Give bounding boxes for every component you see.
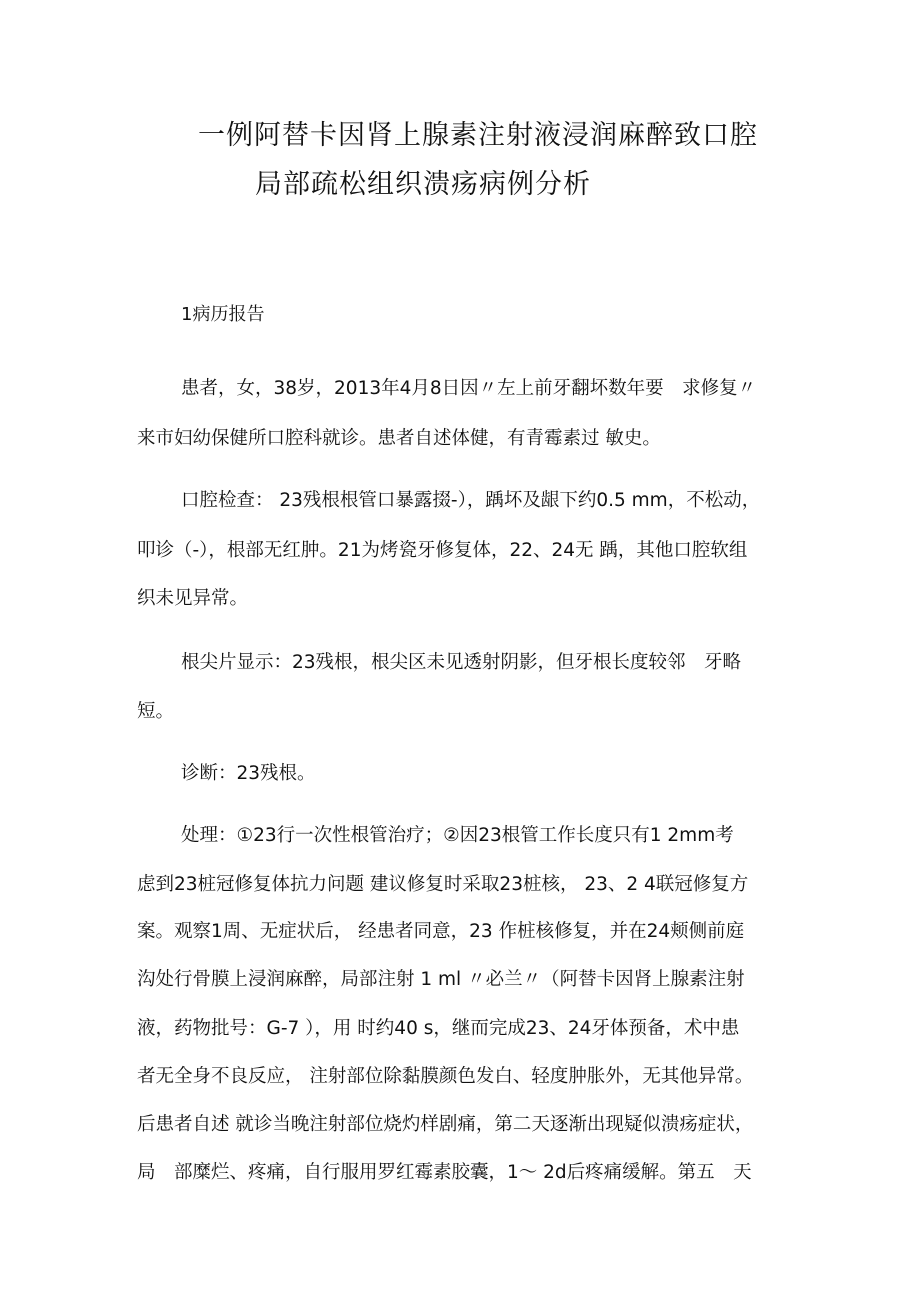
paragraph-5-line-4: 沟处行骨膜上浸润麻醉，局部注射 1 ml 〃必兰〃（阿替卡因肾上腺素注射 (137, 969, 745, 990)
paragraph-2-line-1: 口腔检查： 23残根根管口暴露掇-），踽坏及龈下约0.5 mm，不松动， (181, 490, 761, 511)
paragraph-2-line-2: 叩诊（-），根部无红肿。21为烤瓷牙修复体，22、24无 踽，其他口腔软组 (137, 540, 748, 561)
paragraph-5-line-3: 案。观察1周、无症状后， 经患者同意，23 作桩核修复，并在24颊侧前庭 (137, 921, 745, 942)
section-heading: 1病历报告 (181, 304, 265, 325)
paragraph-4-line-1: 诊断：23残根。 (181, 763, 316, 784)
paragraph-2-line-3: 织未见异常。 (137, 588, 249, 609)
document-title-line-1: 一例阿替卡因肾上腺素注射液浸润麻醉致口腔 (198, 120, 758, 151)
document-title-line-2: 局部疏松组织溃疡病例分析 (255, 169, 591, 200)
paragraph-1-line-2: 来市妇幼保健所口腔科就诊。患者自述体健，有青霉素过 敏史。 (137, 428, 661, 449)
paragraph-1-line-1: 患者，女，38岁，2013年4月8日因〃左上前牙翻坏数年要 求修复〃 (181, 378, 757, 399)
paragraph-5-line-5: 液，药物批号：G-7 ），用 时约40 s，继而完成23、24牙体预备，术中患 (137, 1018, 740, 1039)
paragraph-3-line-1: 根尖片显示：23残根，根尖区未见透射阴影，但牙根长度较邻 牙略 (181, 652, 742, 673)
paragraph-5-line-6: 者无全身不良反应， 注射部位除黏膜颜色发白、轻度肿胀外，无其他异常。 (137, 1066, 754, 1087)
paragraph-5-line-8: 局 部糜烂、疼痛，自行服用罗红霉素胶囊，1～ 2d后疼痛缓解。第五 天 (137, 1162, 752, 1183)
paragraph-5-line-1: 处理：①23行一次性根管治疗；②因23根管工作长度只有1 2mm考 (181, 825, 734, 846)
paragraph-5-line-2: 虑到23桩冠修复体抗力问题 建议修复时采取23桩核， 23、2 4联冠修复方 (137, 874, 749, 895)
paragraph-5-line-7: 后患者自述 就诊当晚注射部位烧灼样剧痛，第二天逐渐出现疑似溃疡症状， (137, 1114, 754, 1135)
paragraph-3-line-2: 短。 (137, 701, 175, 722)
